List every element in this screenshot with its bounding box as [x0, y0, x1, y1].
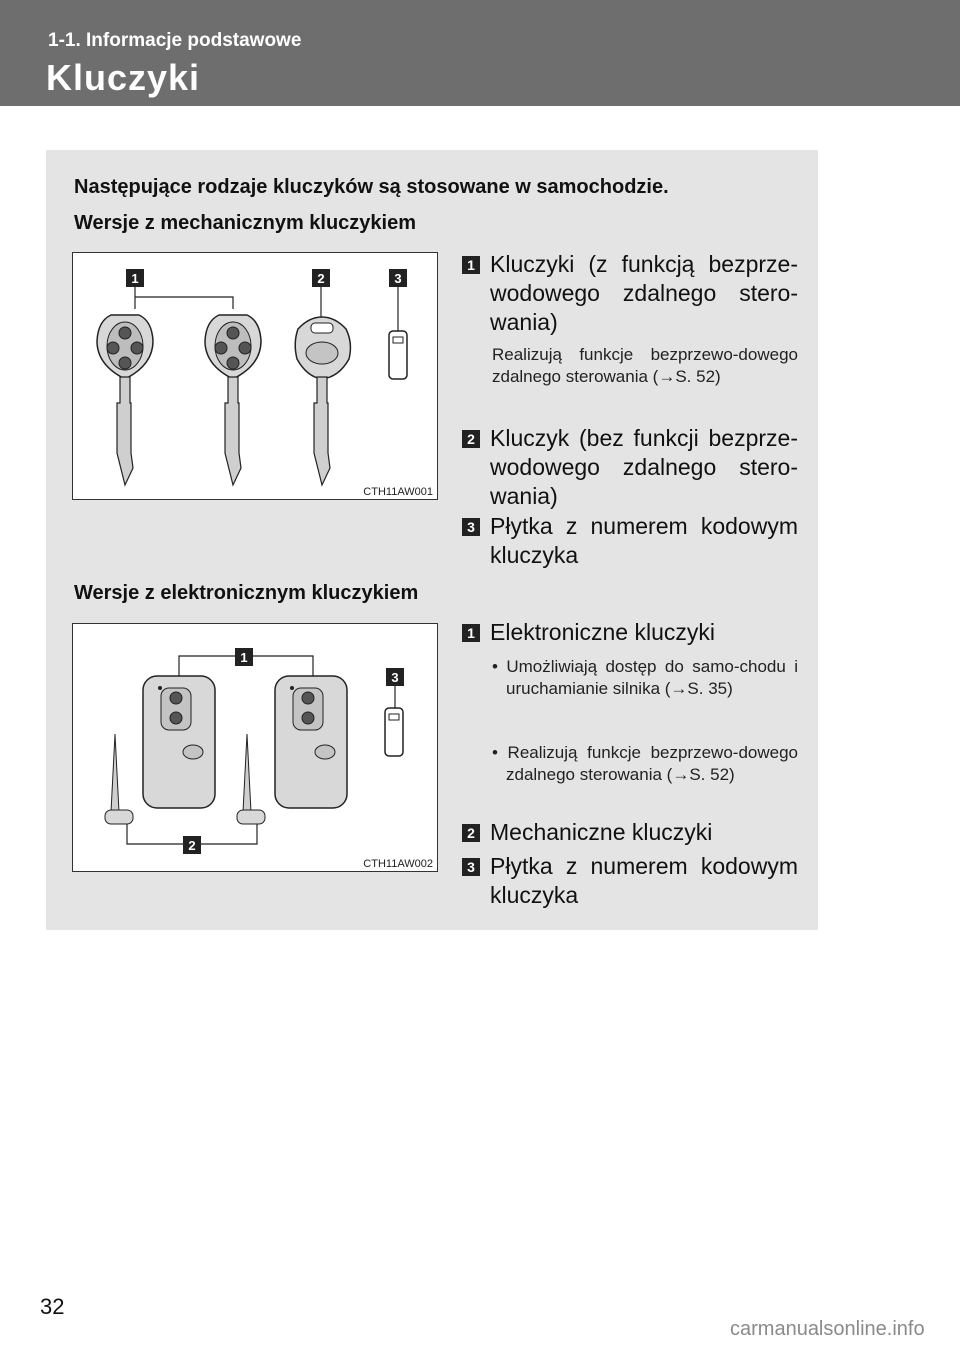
- remote-key-2-icon: [205, 315, 261, 485]
- smart-key-1-icon: [143, 676, 215, 808]
- mechanical-key-1-icon: [105, 734, 133, 824]
- plain-key-icon: [295, 317, 350, 485]
- item-number: 2: [462, 824, 480, 842]
- item-number: 2: [462, 430, 480, 448]
- smart-key-2-icon: [275, 676, 347, 808]
- page-title: Kluczyki: [46, 57, 201, 98]
- code-plate-icon: [389, 331, 407, 379]
- item-number: 3: [462, 858, 480, 876]
- remote-key-1-icon: [97, 315, 153, 485]
- elec-item-3-text: Płytka z numerem kodowym kluczyka: [490, 853, 798, 908]
- mechanical-key-2-icon: [237, 734, 265, 824]
- page-number: 32: [40, 1294, 65, 1319]
- mechanical-keys-figure: [72, 252, 438, 500]
- svg-text:2: 2: [188, 838, 196, 853]
- item-number: 1: [462, 256, 480, 274]
- mech-item-3-text: Płytka z numerem kodowym kluczyka: [490, 513, 798, 568]
- elec-item-1-bullet-2: • Realizują funkcje bezprzewo-dowego zdalnego sterowania (→S. 52): [492, 743, 798, 784]
- figure-callout-3: [386, 668, 404, 686]
- mech-item-1-sub: Realizują funkcje bezprzewo-dowego zdalnego sterowania (→S. 52): [492, 345, 798, 386]
- electronic-heading: Wersje z elektronicznym kluczykiem: [74, 582, 419, 604]
- svg-text:1: 1: [240, 650, 248, 665]
- figure-code: CTH11AW002: [363, 858, 433, 870]
- svg-text:2: 2: [317, 271, 325, 286]
- svg-text:3: 3: [391, 670, 399, 685]
- elec-item-1-text: Elektroniczne kluczyki: [490, 619, 715, 645]
- item-number: 1: [462, 624, 480, 642]
- figure-callout-1: [126, 269, 144, 287]
- item-number: 3: [462, 518, 480, 536]
- elec-item-1-bullet-1: • Umożliwiają dostęp do samo-chodu i uruchamianie silnika (→S. 35): [492, 657, 798, 698]
- code-plate-icon: [385, 708, 403, 756]
- svg-text:1: 1: [131, 271, 139, 286]
- figure-callout-2: [183, 836, 201, 854]
- mech-item-1-text: Kluczyki (z funkcją bezprze-wodowego zdalnego stero-wania): [490, 251, 798, 335]
- electronic-keys-figure: [72, 623, 438, 872]
- figure-callout-1: [235, 648, 253, 666]
- figure-code: CTH11AW001: [363, 486, 433, 498]
- svg-text:3: 3: [394, 271, 402, 286]
- mechanical-heading: Wersje z mechanicznym kluczykiem: [74, 212, 417, 234]
- section-label: 1-1. Informacje podstawowe: [48, 30, 302, 51]
- elec-item-2-text: Mechaniczne kluczyki: [490, 819, 713, 845]
- intro-text: Następujące rodzaje kluczyków są stosowane w samochodzie.: [74, 176, 669, 198]
- figure-callout-2: [312, 269, 330, 287]
- watermark: carmanualsonline.info: [730, 1318, 925, 1340]
- figure-callout-3: [389, 269, 407, 287]
- mech-item-2-text: Kluczyk (bez funkcji bezprze-wodowego zdalnego stero-wania): [490, 425, 798, 509]
